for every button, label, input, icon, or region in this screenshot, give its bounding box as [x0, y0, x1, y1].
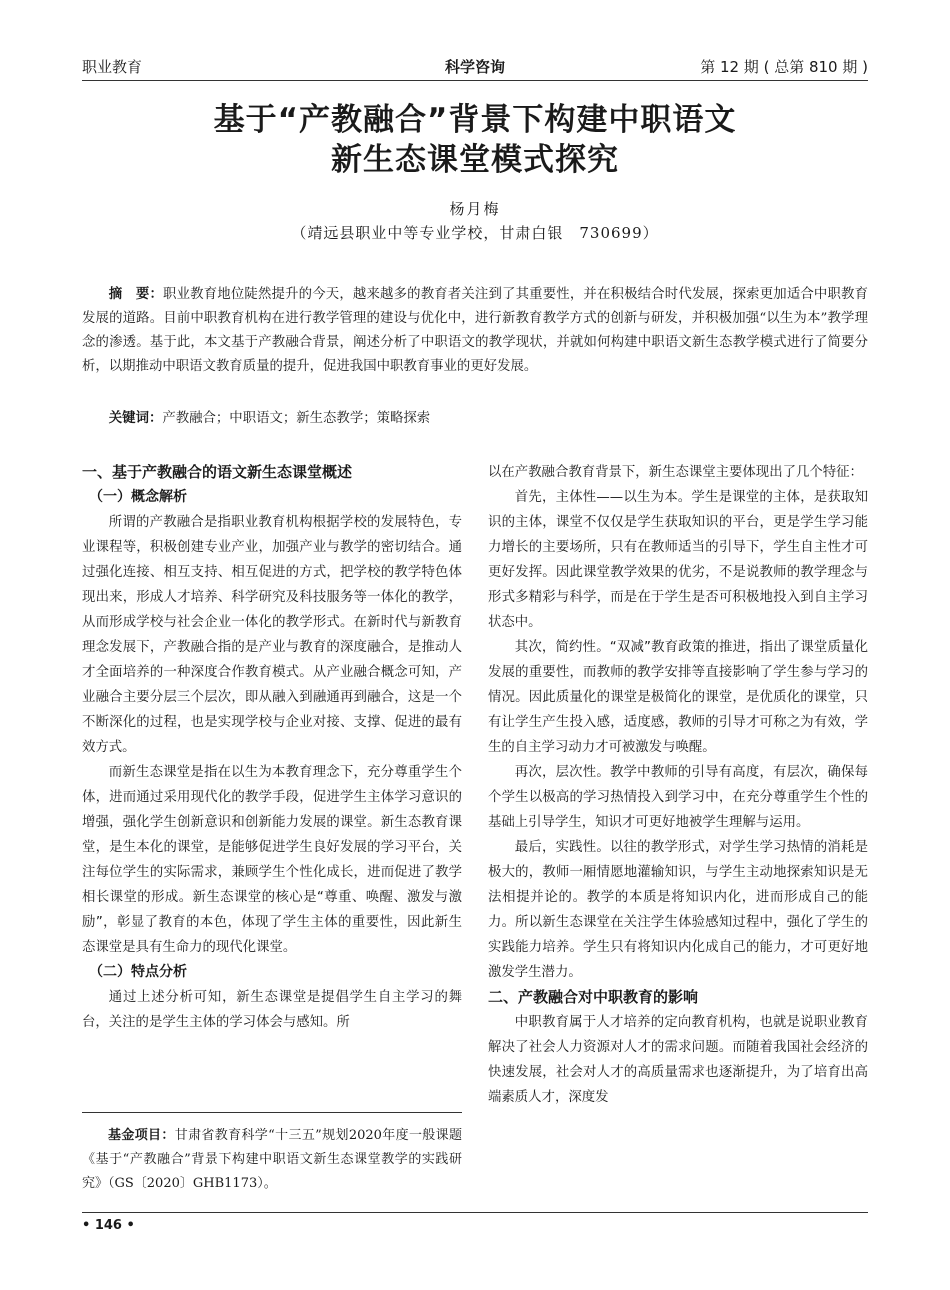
header-section: 职业教育	[82, 58, 143, 76]
affiliation: （靖远县职业中等专业学校，甘肃白银 730699）	[291, 224, 659, 242]
header-rule	[82, 80, 868, 81]
footnote-label: 基金项目：	[108, 1128, 175, 1143]
footer-rule	[82, 1212, 868, 1213]
paragraph: 而新生态课堂是指在以生为本教育理念下，充分尊重学生个体，进而通过采用现代化的教学手段，促进学生主体学习意识的增强，强化学生创新意识和创新能力发展的课堂。新生态教育课堂，是生本化的课堂，是能够促进学生良好发展的学习平台，关注每位学生的实际需求，兼顾学生个性化成长，进而促进了教学相长课堂的形成。新生态课堂的核心是“尊重、唤醒、激发与激励”，彰显了教育的本色，体现了学生主体的重要性，因此新生态课堂是具有生命力的现代化课堂。	[82, 765, 462, 955]
section-heading-2: 二、产教融合对中职教育的影响	[488, 988, 699, 1006]
author: 杨月梅	[449, 200, 501, 218]
paragraph: 首先，主体性——以生为本。学生是课堂的主体，是获取知识的主体，课堂不仅仅是学生获取知识的平台，更是学生学习能力增长的主要场所，只有在教师适当的引导下，学生自主性才可更好发挥。因此课堂教学效果的优劣，不是说教师的教学理念与形式多精彩与科学，而是在于学生是否可积极地投入到自主学习状态中。	[488, 490, 868, 630]
right-column	[488, 460, 868, 1110]
paragraph: 所谓的产教融合是指职业教育机构根据学校的发展特色，专业课程等，积极创建专业产业，加强产业与教学的密切结合。通过强化连接、相互支持、相互促进的方式，把学校的教学特色体现出来，形成人才培养、科学研究及科技服务等一体化的教学，从而形成学校与社会企业一体化的教学形式。在新时代与新教育理念发展下，产教融合指的是产业与教育的深度融合，是推动人才全面培养的一种深度合作教育模式。从产业融合概念可知，产业融合主要分层三个层次，即从融入到融通再到融合，这是一个不断深化的过程，也是实现学校与企业对接、支撑、促进的最有效方式。	[82, 515, 462, 755]
paragraph: 中职教育属于人才培养的定向教育机构，也就是说职业教育解决了社会人力资源对人才的需求问题。而随着我国社会经济的快速发展，社会对人才的高质量需求也逐渐提升，为了培育出高端素质人才，深度发	[488, 1015, 868, 1105]
header-journal: 科学咨询	[444, 58, 505, 76]
title-line-2: 新生态课堂模式探究	[331, 142, 619, 178]
abstract-label: 摘 要：	[108, 287, 164, 302]
title-line-1: 基于“产教融合”背景下构建中职语文	[213, 102, 737, 138]
keywords-label: 关键词：	[108, 411, 163, 426]
footnote-rule	[82, 1112, 462, 1113]
left-column	[82, 460, 462, 1035]
section-heading-1: 一、基于产教融合的语文新生态课堂概述	[82, 463, 353, 481]
footnote-text: 甘肃省教育科学“十三五”规划2020年度一般课题《基于“产教融合”背景下构建中职语文新生态课堂教学的实践研究》（GS〔2020〕GHB1173）。	[82, 1128, 462, 1191]
article-title	[82, 100, 868, 180]
abstract-text: 职业教育地位陡然提升的今天，越来越多的教育者关注到了其重要性，并在积极结合时代发展，探索更加适合中职教育发展的道路。目前中职教育机构在进行教学管理的建设与优化中，进行新教育教学方式的创新与研发，并积极加强“以生为本”教学理念的渗透。基于此，本文基于产教融合背景，阐述分析了中职语文的教学现状，并就如何构建中职语文新生态教学模式进行了简要分析，以期推动中职语文教育质量的提升，促进我国中职教育事业的更好发展。	[82, 287, 869, 374]
keywords	[82, 407, 868, 431]
paragraph: 通过上述分析可知，新生态课堂是提倡学生自主学习的舞台，关注的是学生主体的学习体会与感知。所	[82, 990, 462, 1030]
abstract	[82, 283, 868, 379]
keywords-text: 产教融合；中职语文；新生态教学；策略探索	[162, 411, 431, 426]
paragraph: 其次，简约性。“双减”教育政策的推进，指出了课堂质量化发展的重要性，而教师的教学安排等直接影响了学生参与学习的情况。因此质量化的课堂是极简化的课堂，是优质化的课堂，只有让学生产生投入感，适度感，教师的引导才可称之为有效，学生的自主学习动力才可被激发与唤醒。	[488, 640, 868, 755]
paragraph: 再次，层次性。教学中教师的引导有高度，有层次，确保每个学生以极高的学习热情投入到学习中，在充分尊重学生个性的基础上引导学生，知识才可更好地被学生理解与运用。	[488, 765, 868, 830]
paragraph: 以在产教融合教育背景下，新生态课堂主要体现出了几个特征：	[488, 465, 863, 480]
subheading-features: （二）特点分析	[89, 964, 187, 980]
subheading-concept: （一）概念解析	[89, 489, 187, 505]
header-issue: 第 12 期 ( 总第 810 期 )	[700, 58, 868, 76]
footnote	[82, 1124, 462, 1196]
paragraph: 最后，实践性。以往的教学形式，对学生学习热情的消耗是极大的，教师一厢情愿地灌输知识，与学生主动地探索知识是无法相提并论的。教学的本质是将知识内化，进而形成自己的能力。所以新生态课堂在关注学生体验感知过程中，强化了学生的实践能力培养。学生只有将知识内化成自己的能力，才可更好地激发学生潜力。	[488, 840, 868, 980]
running-header	[82, 52, 868, 80]
page-number: • 146 •	[82, 1218, 135, 1233]
